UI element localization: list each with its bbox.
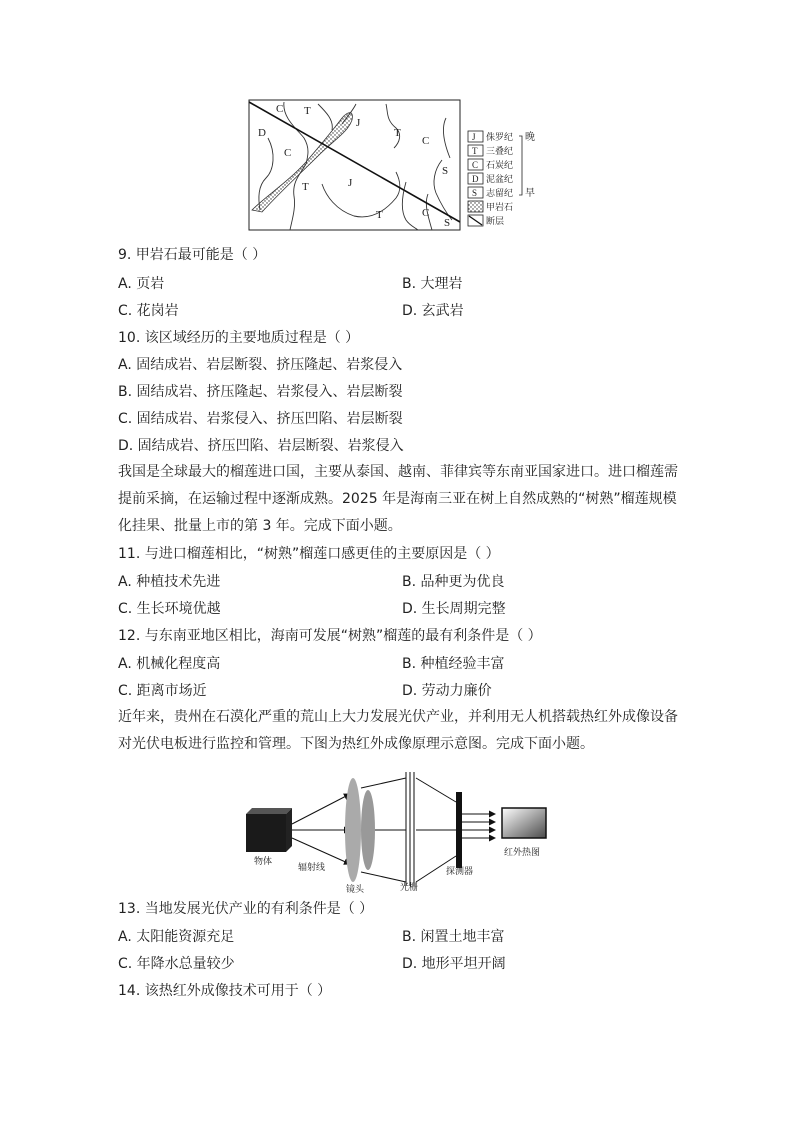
label-radiation: 辐射线 (298, 862, 326, 872)
thermal-image (502, 808, 546, 838)
lens-back (361, 790, 375, 870)
q10-option-d: D. 固结成岩、挤压凹陷、岩层断裂、岩浆侵入 (118, 438, 404, 454)
q11-option-b: B. 品种更为优良 (402, 574, 505, 590)
label-lens: 镜头 (346, 884, 365, 894)
late-label: 晚 (525, 132, 535, 143)
legend-name: 侏罗纪 (486, 132, 514, 142)
area-label: T (304, 105, 311, 117)
legend-name: 甲岩石 (486, 202, 514, 212)
label-thermal-image: 红外热图 (504, 847, 541, 857)
legend-name: 石炭纪 (486, 160, 514, 170)
area-label: J (348, 177, 353, 189)
area-label: C (284, 147, 292, 159)
label-detector: 探测器 (446, 866, 474, 876)
object-cube (246, 814, 286, 852)
question-11-stem: 11. 与进口榴莲相比，“树熟”榴莲口感更佳的主要原因是（ ） (118, 546, 500, 562)
geological-map (246, 98, 546, 234)
q12-option-c: C. 距离市场近 (118, 683, 207, 699)
legend-code: J (472, 132, 476, 142)
area-label: D (258, 127, 266, 139)
area-label: T (302, 181, 309, 193)
q10-option-c: C. 固结成岩、岩浆侵入、挤压凹陷、岩层断裂 (118, 411, 403, 427)
q9-option-b: B. 大理岩 (402, 276, 463, 292)
q12-option-b: B. 种植经验丰富 (402, 656, 505, 672)
passage-durian: 我国是全球最大的榴莲进口国，主要从泰国、越南、菲律宾等东南亚国家进口。进口榴莲需提前采摘，在运输过程中逐渐成熟。2025 年是海南三亚在树上自然成熟的“树熟”榴莲规模化挂果、批量上市的第 3 年。完成下面小题。 (118, 464, 678, 534)
question-12-stem: 12. 与东南亚地区相比，海南可发展“树熟”榴莲的最有利条件是（ ） (118, 628, 542, 644)
legend-name: 三叠纪 (486, 146, 514, 156)
question-10-stem: 10. 该区域经历的主要地质过程是（ ） (118, 330, 360, 346)
infrared-imaging-diagram (240, 766, 560, 894)
grating (406, 772, 414, 886)
label-object: 物体 (254, 856, 273, 866)
legend-code: T (472, 146, 478, 156)
q12-option-a: A. 机械化程度高 (118, 656, 221, 672)
question-9-stem: 9. 甲岩石最可能是（ ） (118, 247, 267, 263)
legend-name: 断层 (486, 216, 505, 226)
q11-option-d: D. 生长周期完整 (402, 601, 506, 617)
q9-option-a: A. 页岩 (118, 276, 165, 292)
q9-option-d: D. 玄武岩 (402, 303, 464, 319)
area-label: C (422, 207, 430, 219)
legend-code: C (472, 160, 479, 170)
area-label: C (422, 135, 430, 147)
q13-option-c: C. 年降水总量较少 (118, 956, 235, 972)
early-label: 早 (525, 188, 535, 199)
detector (456, 792, 462, 868)
lens-front (345, 778, 361, 882)
map-legend (468, 130, 535, 226)
area-label: C (276, 103, 284, 115)
area-label: T (376, 209, 383, 221)
q10-option-a: A. 固结成岩、岩层断裂、挤压隆起、岩浆侵入 (118, 357, 403, 373)
legend-name: 志留纪 (486, 188, 514, 198)
area-label: S (444, 217, 451, 229)
q13-option-a: A. 太阳能资源充足 (118, 929, 235, 945)
q13-option-d: D. 地形平坦开阔 (402, 956, 506, 972)
q11-option-a: A. 种植技术先进 (118, 574, 221, 590)
q9-option-c: C. 花岗岩 (118, 303, 179, 319)
question-13-stem: 13. 当地发展光伏产业的有利条件是（ ） (118, 901, 374, 917)
q10-option-b: B. 固结成岩、挤压隆起、岩浆侵入、岩层断裂 (118, 384, 403, 400)
legend-name: 泥盆纪 (486, 174, 514, 184)
area-label: J (356, 117, 361, 129)
question-14-stem: 14. 该热红外成像技术可用于（ ） (118, 983, 332, 999)
area-label: T (394, 127, 401, 139)
legend-code: S (472, 188, 478, 198)
area-label: S (442, 165, 449, 177)
legend-code: D (472, 174, 479, 184)
q11-option-c: C. 生长环境优越 (118, 601, 221, 617)
q13-option-b: B. 闲置土地丰富 (402, 929, 505, 945)
label-grating: 光栅 (400, 882, 419, 892)
q12-option-d: D. 劳动力廉价 (402, 683, 492, 699)
passage-photovoltaic: 近年来，贵州在石漠化严重的荒山上大力发展光伏产业，并利用无人机搭载热红外成像设备对光伏电板进行监控和管理。下图为热红外成像原理示意图。完成下面小题。 (118, 709, 678, 752)
